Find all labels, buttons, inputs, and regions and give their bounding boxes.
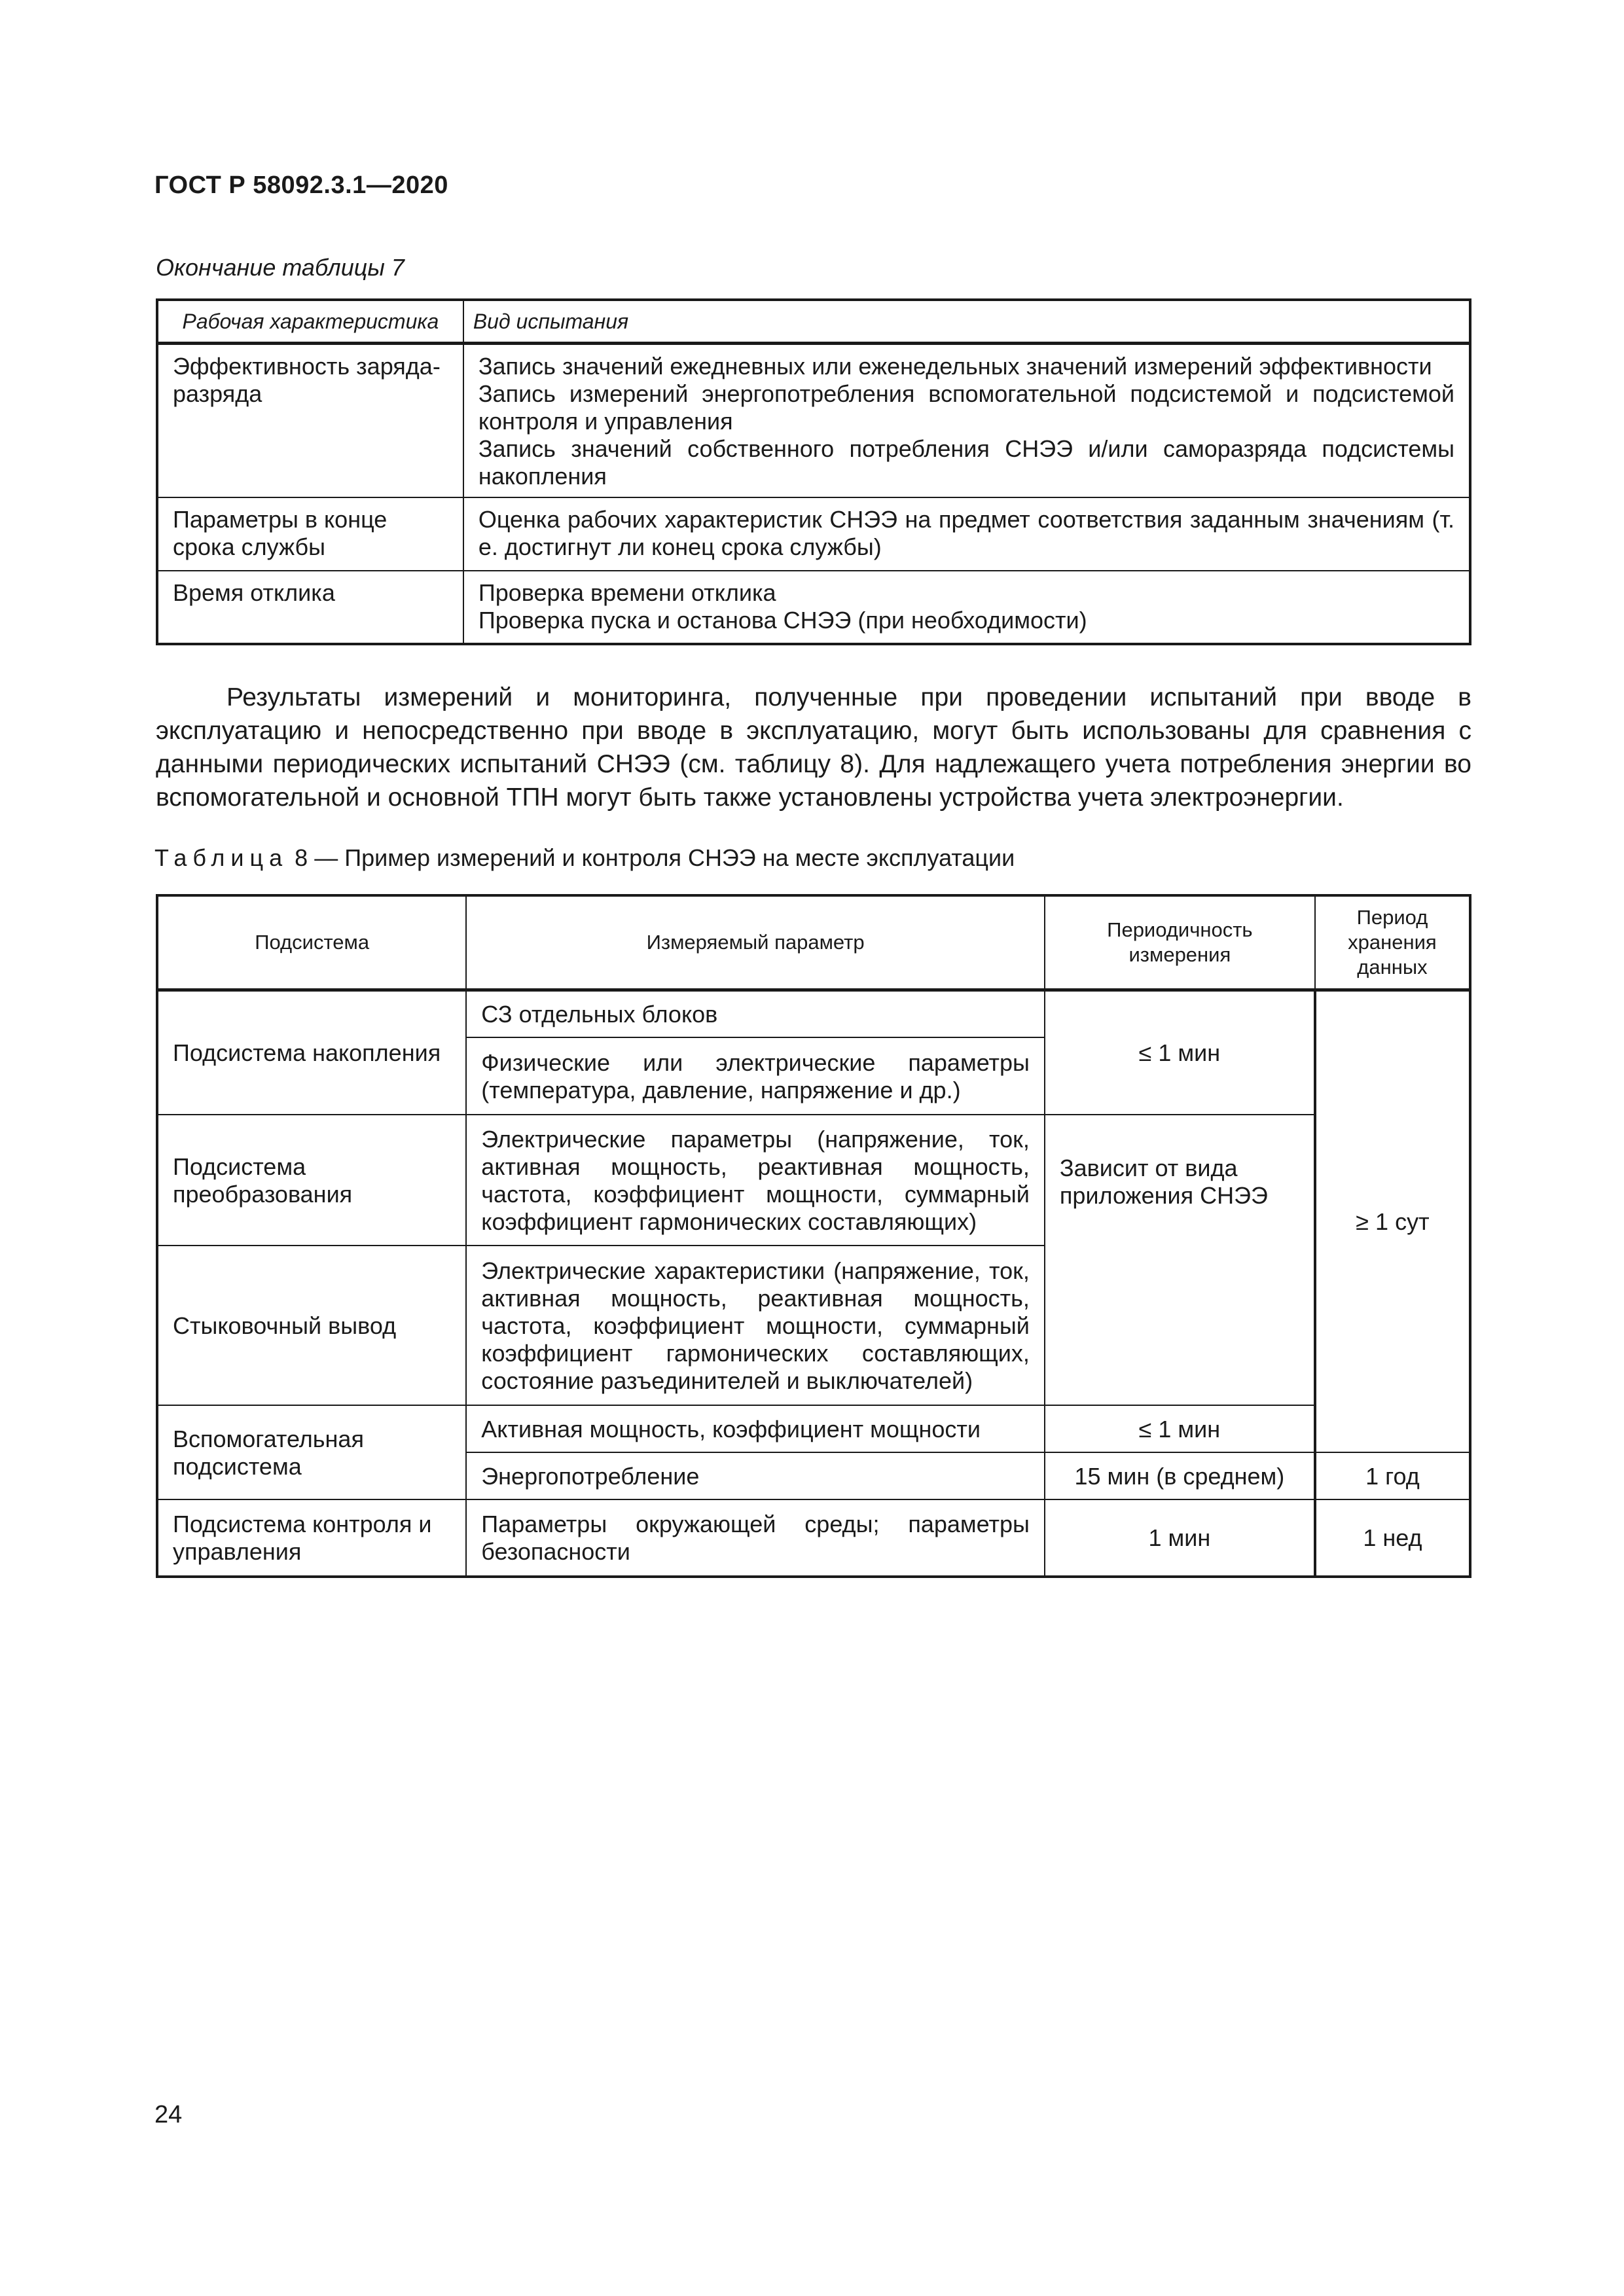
table8-col-periodicity: Периодичность измерения [1045,895,1315,990]
table-row [157,990,1470,1037]
table7-caption: Окончание таблицы 7 [156,254,405,281]
page-number: 24 [154,2101,183,2128]
table7-cell-characteristic: Параметры в конце срока службы [157,497,463,571]
retention-cell: 1 нед [1315,1499,1470,1577]
test-line: Проверка времени отклика [478,579,776,606]
test-line: Проверка пуска и останова СНЭЭ (при необходимости) [478,607,1087,634]
parameter-cell: СЗ отдельных блоков [466,990,1045,1037]
parameter-cell: Электрические характеристики (напряжение, ток, активная мощность, реактивная мощность, частота, коэффициент мощности, суммарный коэффициент гармонических составляющих, состояние разъединителей и выключателей) [466,1246,1045,1405]
body-paragraph: Результаты измерений и мониторинга, полученные при проведении испытаний при вводе в эксплуатацию и непосредственно при вводе в эксплуатацию, могут быть использованы для сравнения с данными периодических испытаний СНЭЭ (см. таблицу 8). Для надлежащего учета потребления энергии во вспомогательной и основной ТПН могут быть также установлены устройства учета электроэнергии. [156,683,1471,812]
parameter-cell: Электрические параметры (напряжение, ток, активная мощность, реактивная мощность, частота, коэффициент мощности, суммарный коэффициент гармонических составляющих) [466,1115,1045,1246]
table-row [157,344,1470,498]
table8-header-row [157,895,1470,990]
test-line: Запись значений ежедневных или еженедельных значений измерений эффективности [478,353,1432,380]
subsystem-cell: Вспомогательная подсистема [157,1405,466,1499]
periodicity-cell: ≤ 1 мин [1045,990,1315,1115]
periodicity-cell: 1 мин [1045,1499,1315,1577]
test-line: Запись измерений энергопотребления вспомогательной подсистемой и подсистемой контроля и управления [478,380,1454,435]
table8-caption-label: Таблица [154,844,289,871]
retention-cell: ≥ 1 сут [1315,990,1470,1452]
table8-col-subsystem: Подсистема [157,895,466,990]
table-row [157,571,1470,644]
periodicity-cell: ≤ 1 мин [1045,1405,1315,1452]
table-7 [156,298,1471,645]
parameter-cell: Активная мощность, коэффициент мощности [466,1405,1045,1452]
test-line: Запись значений собственного потребления СНЭЭ и/или саморазряда подсистемы накопления [478,435,1454,490]
document-header: ГОСТ Р 58092.3.1—2020 [154,171,448,199]
periodicity-cell: 15 мин (в среднем) [1045,1452,1315,1499]
table7-header-row [157,300,1470,344]
table-row [157,497,1470,571]
table-row [157,1405,1470,1452]
table-row [157,1115,1470,1246]
periodicity-cell: Зависит от вида приложения СНЭЭ [1045,1115,1315,1405]
parameter-cell: Энергопотребление [466,1452,1045,1499]
table7-cell-characteristic: Время отклика [157,571,463,644]
parameter-cell: Физические или электрические параметры (температура, давление, напряжение и др.) [466,1037,1045,1115]
subsystem-cell: Подсистема накопления [157,990,466,1115]
subsystem-cell: Стыковочный вывод [157,1246,466,1405]
table7-cell-tests [463,571,1470,644]
table8-col-retention: Период хранения данных [1315,895,1470,990]
table-row [157,1499,1470,1577]
table7-cell-characteristic: Эффективность заряда-разряда [157,344,463,498]
table8-caption-text: 8 — Пример измерений и контроля СНЭЭ на месте эксплуатации [295,844,1015,871]
table8-caption [154,844,1015,872]
test-line: Оценка рабочих характеристик СНЭЭ на предмет соответствия заданным значениям (т. е. достигнут ли конец срока службы) [478,506,1454,560]
subsystem-cell: Подсистема контроля и управления [157,1499,466,1577]
table-8 [156,894,1471,1578]
table7-col-characteristic: Рабочая характеристика [157,300,463,344]
retention-cell: 1 год [1315,1452,1470,1499]
table7-cell-tests [463,344,1470,498]
table7-cell-tests [463,497,1470,571]
table7-col-test: Вид испытания [463,300,1470,344]
subsystem-cell: Подсистема преобразования [157,1115,466,1246]
table8-col-parameter: Измеряемый параметр [466,895,1045,990]
parameter-cell: Параметры окружающей среды; параметры безопасности [466,1499,1045,1577]
